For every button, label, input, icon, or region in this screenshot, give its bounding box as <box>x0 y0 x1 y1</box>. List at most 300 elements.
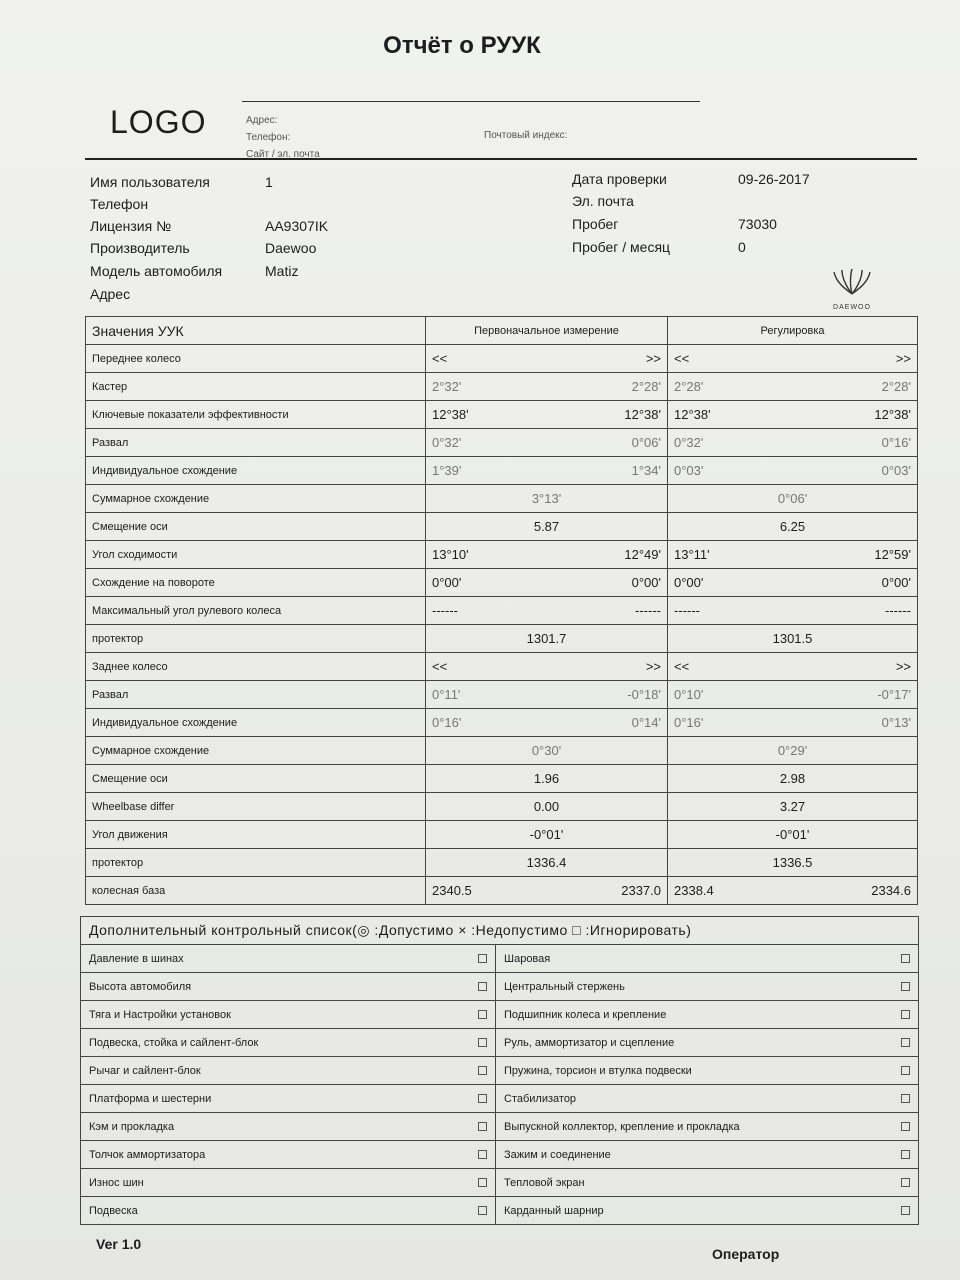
value-pair <box>674 659 911 674</box>
checkbox-icon[interactable] <box>901 1066 910 1075</box>
value-pair <box>674 883 911 898</box>
value-pair <box>674 379 911 394</box>
initial-value-cell <box>426 569 668 597</box>
uuk-row-label: Переднее колесо <box>86 345 426 373</box>
checklist-item-content <box>504 1149 910 1161</box>
checklist-item <box>496 1141 919 1169</box>
uuk-row <box>86 793 918 821</box>
uuk-row-label: Угол движения <box>86 821 426 849</box>
version-label: Ver 1.0 <box>96 1236 142 1252</box>
uuk-row <box>86 709 918 737</box>
initial-value-cell <box>426 877 668 905</box>
value-pair <box>432 435 661 450</box>
phone-label: Телефон <box>90 196 149 212</box>
license-value: AA9307IK <box>265 218 329 234</box>
adjust-value-cell <box>668 373 918 401</box>
adjust-value-cell <box>668 513 918 541</box>
checkbox-icon[interactable] <box>478 982 487 991</box>
right-value: 2337.0 <box>621 883 661 898</box>
left-value: 0°16' <box>432 715 462 730</box>
checkbox-icon[interactable] <box>478 1150 487 1159</box>
adjust-value-cell <box>668 653 918 681</box>
checklist-row <box>81 1085 919 1113</box>
value-pair <box>432 351 661 366</box>
value-pair <box>432 687 661 702</box>
left-value: 0°32' <box>432 435 462 450</box>
combined-value: 6.25 <box>779 519 806 534</box>
maker-value: Daewoo <box>265 240 317 256</box>
col-initial-header: Первоначальное измерение <box>426 317 668 345</box>
uuk-row <box>86 569 918 597</box>
contact-address-label: Адрес: <box>246 115 278 126</box>
checkbox-icon[interactable] <box>478 954 487 963</box>
checklist-item <box>81 1169 496 1197</box>
checklist-item-content <box>504 981 910 993</box>
left-value: 2°32' <box>432 379 462 394</box>
checklist-item <box>81 1029 496 1057</box>
uuk-row <box>86 345 918 373</box>
checklist-row <box>81 945 919 973</box>
value-pair <box>432 659 661 674</box>
adjust-value-cell <box>668 457 918 485</box>
uuk-row-label: колесная база <box>86 877 426 905</box>
checklist-header-row <box>81 917 919 945</box>
checklist-item-label: Карданный шарнир <box>504 1204 604 1217</box>
checkbox-icon[interactable] <box>901 954 910 963</box>
right-value: 0°00' <box>881 575 911 590</box>
brand-logo <box>820 268 884 314</box>
uuk-row <box>86 681 918 709</box>
checklist-item-content <box>89 1093 487 1105</box>
left-value: 0°10' <box>674 687 704 702</box>
combined-value: 1336.4 <box>526 855 567 870</box>
left-value: 12°38' <box>432 407 469 422</box>
left-value: 0°32' <box>674 435 704 450</box>
contact-phone-label: Телефон: <box>246 132 291 143</box>
checklist-item-content <box>504 1093 910 1105</box>
value-pair <box>674 687 911 702</box>
brand-text: DAEWOO <box>833 304 871 311</box>
checkbox-icon[interactable] <box>901 982 910 991</box>
combined-value: -0°01' <box>775 827 810 842</box>
checkbox-icon[interactable] <box>901 1094 910 1103</box>
checklist-item-label: Подвеска <box>89 1204 138 1217</box>
checklist-item-content <box>504 953 910 965</box>
combined-value: 0°30' <box>531 743 562 758</box>
date-value: 09-26-2017 <box>738 171 810 187</box>
uuk-row-label: Схождение на повороте <box>86 569 426 597</box>
uuk-row <box>86 597 918 625</box>
value-pair <box>432 379 661 394</box>
adjust-value-cell <box>668 569 918 597</box>
checkbox-icon[interactable] <box>478 1178 487 1187</box>
initial-value-cell <box>426 429 668 457</box>
vehicle-info-right <box>572 171 872 261</box>
combined-value: 3°13' <box>531 491 562 506</box>
checkbox-icon[interactable] <box>478 1206 487 1215</box>
checklist-item-label: Тяга и Настройки установок <box>89 1008 231 1021</box>
checklist-item-label: Центральный стержень <box>504 980 625 993</box>
checklist-item-label: Износ шин <box>89 1176 144 1189</box>
left-value: << <box>432 351 448 366</box>
uuk-row <box>86 653 918 681</box>
adjust-value-cell <box>668 541 918 569</box>
right-value: 0°16' <box>881 435 911 450</box>
uuk-row <box>86 625 918 653</box>
uuk-row-label: Заднее колесо <box>86 653 426 681</box>
right-value: ------ <box>885 603 911 618</box>
right-value: -0°18' <box>627 687 661 702</box>
right-value: >> <box>895 351 911 366</box>
uuk-row-label: Индивидуальное схождение <box>86 457 426 485</box>
checklist-item-content <box>504 1205 910 1217</box>
right-value: 1°34' <box>631 463 661 478</box>
initial-value-cell <box>426 849 668 877</box>
right-value: 0°14' <box>631 715 661 730</box>
uuk-row-label: Развал <box>86 681 426 709</box>
mileage-month-value: 0 <box>738 239 746 255</box>
initial-value-cell <box>426 373 668 401</box>
combined-value: 0°06' <box>777 491 808 506</box>
uuk-row-label: Развал <box>86 429 426 457</box>
value-pair <box>432 715 661 730</box>
license-label: Лицензия № <box>90 218 172 234</box>
initial-value-cell <box>426 681 668 709</box>
uuk-row-label: Кастер <box>86 373 426 401</box>
uuk-row-label: Суммарное схождение <box>86 737 426 765</box>
combined-value: -0°01' <box>529 827 564 842</box>
checkbox-icon[interactable] <box>478 1122 487 1131</box>
uuk-header: Значения УУК <box>86 317 426 345</box>
right-value: 0°13' <box>881 715 911 730</box>
checklist-item-label: Стабилизатор <box>504 1092 577 1105</box>
right-value: 12°38' <box>624 407 661 422</box>
maker-label: Производитель <box>90 240 190 256</box>
checklist-item-label: Руль, аммортизатор и сцепление <box>504 1036 675 1049</box>
uuk-row-label: Ключевые показатели эффективности <box>86 401 426 429</box>
uuk-table <box>85 316 918 905</box>
adjust-value-cell <box>668 401 918 429</box>
checklist-header: Дополнительный контрольный список(◎ :Допустимо × :Недопустимо □ :Игнорировать) <box>81 917 919 945</box>
initial-value-cell <box>426 737 668 765</box>
adjust-value-cell <box>668 765 918 793</box>
checklist-item <box>496 1169 919 1197</box>
checklist-item <box>496 1029 919 1057</box>
value-pair <box>432 603 661 618</box>
combined-value: 0°29' <box>777 743 808 758</box>
checkbox-icon[interactable] <box>478 1094 487 1103</box>
right-value: 12°59' <box>874 547 911 562</box>
value-pair <box>432 547 661 562</box>
adjust-value-cell <box>668 821 918 849</box>
checklist-item <box>81 1057 496 1085</box>
uuk-row <box>86 485 918 513</box>
contact-postal-label: Почтовый индекс: <box>484 130 568 141</box>
uuk-row-label: Максимальный угол рулевого колеса <box>86 597 426 625</box>
value-pair <box>674 351 911 366</box>
logo: LOGO <box>110 104 207 140</box>
checkbox-icon[interactable] <box>478 1066 487 1075</box>
value-pair <box>674 407 911 422</box>
value-pair <box>674 435 911 450</box>
value-pair <box>432 883 661 898</box>
initial-value-cell <box>426 513 668 541</box>
checklist-item-label: Давление в шинах <box>89 952 184 965</box>
value-pair <box>674 603 911 618</box>
checkbox-icon[interactable] <box>478 1010 487 1019</box>
checkbox-icon[interactable] <box>901 1178 910 1187</box>
value-pair <box>674 715 911 730</box>
checkbox-icon[interactable] <box>901 1150 910 1159</box>
adjust-value-cell <box>668 877 918 905</box>
adjust-value-cell <box>668 737 918 765</box>
checklist-item-label: Толчок аммортизатора <box>89 1148 206 1161</box>
left-value: 2340.5 <box>432 883 472 898</box>
checklist-item <box>496 945 919 973</box>
uuk-row <box>86 765 918 793</box>
uuk-row-label: Смещение оси <box>86 513 426 541</box>
checklist-row <box>81 1029 919 1057</box>
right-value: -0°17' <box>877 687 911 702</box>
checklist-item-label: Тепловой экран <box>504 1176 585 1189</box>
right-value: 12°38' <box>874 407 911 422</box>
checklist-item-content <box>89 1065 487 1077</box>
value-pair <box>674 575 911 590</box>
checklist-item-content <box>504 1065 910 1077</box>
right-value: >> <box>645 351 661 366</box>
checklist-item <box>496 973 919 1001</box>
left-value: 2°28' <box>674 379 704 394</box>
checklist-item-content <box>504 1037 910 1049</box>
checklist-item <box>81 1141 496 1169</box>
mileage-value: 73030 <box>738 216 777 232</box>
value-pair <box>432 407 661 422</box>
checkbox-icon[interactable] <box>901 1010 910 1019</box>
model-label: Модель автомобиля <box>90 263 223 279</box>
left-value: << <box>674 351 690 366</box>
left-value: 12°38' <box>674 407 711 422</box>
checkbox-icon[interactable] <box>478 1038 487 1047</box>
left-value: 13°11' <box>674 547 710 562</box>
initial-value-cell <box>426 401 668 429</box>
value-pair <box>432 575 661 590</box>
checklist-item <box>81 1085 496 1113</box>
user-label: Имя пользователя <box>90 174 210 190</box>
checklist-table <box>80 916 919 1225</box>
checklist-item-content <box>504 1009 910 1021</box>
right-value: >> <box>645 659 661 674</box>
checklist-row <box>81 1057 919 1085</box>
operator-label: Оператор <box>712 1246 780 1262</box>
uuk-row-label: протектор <box>86 849 426 877</box>
checklist-item-content <box>89 1037 487 1049</box>
checklist-item-content <box>89 981 487 993</box>
adjust-value-cell <box>668 429 918 457</box>
adjust-value-cell <box>668 849 918 877</box>
checklist-row <box>81 1169 919 1197</box>
adjust-value-cell <box>668 597 918 625</box>
combined-value: 5.87 <box>533 519 560 534</box>
initial-value-cell <box>426 485 668 513</box>
initial-value-cell <box>426 597 668 625</box>
uuk-row-label: Суммарное схождение <box>86 485 426 513</box>
initial-value-cell <box>426 653 668 681</box>
initial-value-cell <box>426 821 668 849</box>
checklist-item <box>81 1001 496 1029</box>
left-value: 0°00' <box>432 575 462 590</box>
initial-value-cell <box>426 793 668 821</box>
email-label: Эл. почта <box>572 193 634 209</box>
checklist-row <box>81 1113 919 1141</box>
combined-value: 1301.5 <box>772 631 813 646</box>
checklist-item <box>81 1197 496 1225</box>
report-title: Отчёт о РУУК <box>383 32 541 59</box>
user-value: 1 <box>265 174 273 190</box>
right-value: >> <box>895 659 911 674</box>
checklist-item-label: Подшипник колеса и крепление <box>504 1008 667 1021</box>
checkbox-icon[interactable] <box>901 1206 910 1215</box>
combined-value: 0.00 <box>533 799 560 814</box>
initial-value-cell <box>426 625 668 653</box>
checklist-item-content <box>89 1149 487 1161</box>
combined-value: 1336.5 <box>772 855 813 870</box>
right-value: 2334.6 <box>871 883 911 898</box>
combined-value: 1.96 <box>533 771 560 786</box>
right-value: 0°00' <box>631 575 661 590</box>
checklist-item <box>496 1057 919 1085</box>
col-adjust-header: Регулировка <box>668 317 918 345</box>
left-value: 13°10' <box>432 547 469 562</box>
adjust-value-cell <box>668 485 918 513</box>
mileage-month-label: Пробег / месяц <box>572 239 671 255</box>
checklist-item-content <box>89 1121 487 1133</box>
checklist-item-label: Подвеска, стойка и сайлент-блок <box>89 1036 259 1049</box>
header-rule <box>85 158 917 160</box>
checklist-item-label: Высота автомобиля <box>89 980 192 993</box>
adjust-value-cell <box>668 681 918 709</box>
right-value: 2°28' <box>631 379 661 394</box>
uuk-row <box>86 849 918 877</box>
checklist-item <box>81 1113 496 1141</box>
value-pair <box>674 463 911 478</box>
checkbox-icon[interactable] <box>901 1122 910 1131</box>
initial-value-cell <box>426 765 668 793</box>
value-pair <box>432 463 661 478</box>
combined-value: 1301.7 <box>526 631 567 646</box>
uuk-header-row <box>86 317 918 345</box>
right-value: 0°06' <box>631 435 661 450</box>
checklist-item-content <box>89 1177 487 1189</box>
uuk-row <box>86 513 918 541</box>
combined-value: 3.27 <box>779 799 806 814</box>
initial-value-cell <box>426 709 668 737</box>
uuk-row <box>86 821 918 849</box>
checklist-item <box>81 945 496 973</box>
right-value: ------ <box>635 603 661 618</box>
adjust-value-cell <box>668 625 918 653</box>
date-label: Дата проверки <box>572 171 667 187</box>
checklist-row <box>81 1141 919 1169</box>
checklist-item-label: Кэм и прокладка <box>89 1120 175 1133</box>
checklist-item-content <box>504 1121 910 1133</box>
checklist-item-content <box>504 1177 910 1189</box>
left-value: 2338.4 <box>674 883 714 898</box>
left-value: << <box>674 659 690 674</box>
model-value: Matiz <box>265 263 299 279</box>
checkbox-icon[interactable] <box>901 1038 910 1047</box>
checklist-item-label: Выпускной коллектор, крепление и прокладка <box>504 1120 740 1133</box>
checklist-item-label: Зажим и соединение <box>504 1148 611 1161</box>
initial-value-cell <box>426 541 668 569</box>
header-line <box>242 101 700 102</box>
adjust-value-cell <box>668 793 918 821</box>
uuk-row <box>86 737 918 765</box>
vehicle-info-left <box>90 174 410 306</box>
combined-value: 2.98 <box>779 771 806 786</box>
uuk-row <box>86 541 918 569</box>
left-value: 0°03' <box>674 463 704 478</box>
checklist-body <box>81 917 919 1225</box>
uuk-row-label: протектор <box>86 625 426 653</box>
checklist-item <box>496 1113 919 1141</box>
left-value: 0°16' <box>674 715 704 730</box>
uuk-table-body <box>86 317 918 905</box>
left-value: 1°39' <box>432 463 462 478</box>
contact-site-label: Сайт / эл. почта <box>246 149 320 160</box>
checklist-item-label: Платформа и шестерни <box>89 1092 212 1105</box>
value-pair <box>674 547 911 562</box>
left-value: ------ <box>674 603 700 618</box>
checklist-item <box>496 1085 919 1113</box>
uuk-row <box>86 457 918 485</box>
uuk-row-label: Смещение оси <box>86 765 426 793</box>
checklist-item-content <box>89 1205 487 1217</box>
checklist-item <box>496 1001 919 1029</box>
initial-value-cell <box>426 457 668 485</box>
left-value: 0°00' <box>674 575 704 590</box>
uuk-row <box>86 373 918 401</box>
checklist-row <box>81 1197 919 1225</box>
left-value: ------ <box>432 603 458 618</box>
uuk-row <box>86 401 918 429</box>
left-value: 0°11' <box>432 687 461 702</box>
right-value: 0°03' <box>881 463 911 478</box>
uuk-row-label: Угол сходимости <box>86 541 426 569</box>
uuk-row-label: Индивидуальное схождение <box>86 709 426 737</box>
initial-value-cell <box>426 345 668 373</box>
adjust-value-cell <box>668 345 918 373</box>
uuk-row <box>86 877 918 905</box>
checklist-item-content <box>89 953 487 965</box>
address-label: Адрес <box>90 286 131 302</box>
checklist-row <box>81 973 919 1001</box>
mileage-label: Пробег <box>572 216 619 232</box>
uuk-row <box>86 429 918 457</box>
checklist-item <box>81 973 496 1001</box>
checklist-item-content <box>89 1009 487 1021</box>
left-value: << <box>432 659 448 674</box>
adjust-value-cell <box>668 709 918 737</box>
right-value: 12°49' <box>624 547 661 562</box>
right-value: 2°28' <box>881 379 911 394</box>
daewoo-emblem-icon <box>830 268 874 296</box>
uuk-row-label: Wheelbase differ <box>86 793 426 821</box>
checklist-item-label: Рычаг и сайлент-блок <box>89 1064 201 1077</box>
checklist-item-label: Шаровая <box>504 952 551 965</box>
checklist-item-label: Пружина, торсион и втулка подвески <box>504 1064 692 1077</box>
checklist-item <box>496 1197 919 1225</box>
checklist-row <box>81 1001 919 1029</box>
